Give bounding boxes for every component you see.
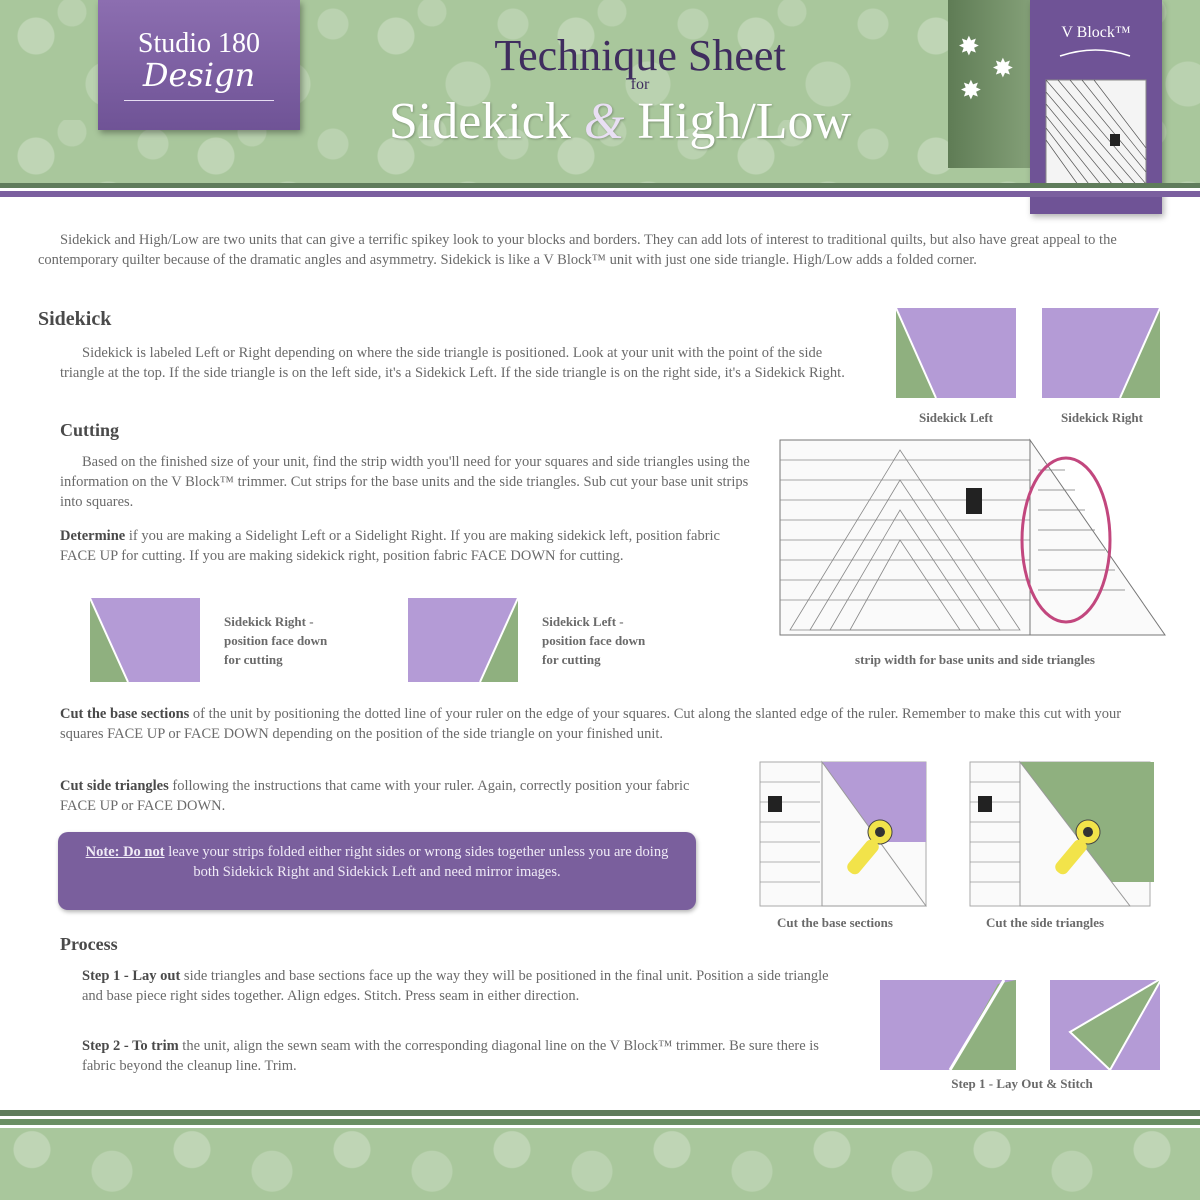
page-title: Technique Sheet [494, 31, 786, 80]
cutting-paragraph: Based on the finished size of your unit, find the strip width you'll need for your squares and side triangles using the information on the V Block™ trimmer. Cut strips for the base units and the side triangles. Sub cut your base unit strips into squares. [60, 454, 750, 510]
green-star-banner [948, 0, 1036, 168]
title-sidekick: Sidekick [388, 93, 571, 150]
footer-banner [0, 1128, 1200, 1200]
vblock-banner [1030, 0, 1162, 214]
step1-text: side triangles and base sections face up the way they will be positioned in the final unit. Position a side triangle and base piece right sides together. Align edges. Stitch. Press seam in either direction. [82, 968, 829, 1004]
logo-rule [124, 100, 274, 101]
step1-layout-illustration [880, 980, 1016, 1070]
star-icon: ✸ [958, 32, 980, 62]
star-icon: ✸ [960, 76, 982, 106]
sidekick-right-cut-illustration [90, 598, 200, 682]
example2-line1: Sidekick Left - [542, 614, 624, 629]
sidekick-left-illustration [896, 308, 1016, 398]
step1-lead: Step 1 - Lay out [82, 968, 181, 984]
example-sidekick-left-label [542, 612, 712, 669]
step1-paragraph [82, 966, 842, 1006]
section-heading-process: Process [60, 934, 118, 954]
header-stripe [0, 191, 1200, 197]
studio-180-logo [98, 0, 300, 130]
caption-cut-side: Cut the side triangles [985, 915, 1105, 930]
sidekick-left-cut-illustration [408, 598, 518, 682]
cut-side-paragraph [60, 776, 700, 816]
step1-stitch-illustration [1050, 978, 1164, 1070]
footer-stripe [0, 1119, 1200, 1125]
cut-side-text: following the instructions that came with your ruler. Again, correctly position your fabric FACE UP or FACE DOWN. [60, 778, 690, 814]
example1-line2: position face down [224, 633, 328, 648]
vblock-label: V Block™ [1061, 24, 1131, 41]
cut-side-lead: Cut side triangles [60, 778, 169, 794]
star-icon: ✸ [992, 54, 1014, 84]
caption-sidekick-right: Sidekick Right [1061, 410, 1143, 425]
cut-base-text: of the unit by positioning the dotted line of your ruler on the edge of your squares. Cut along the slanted edge of the ruler. Remember to make this cut with your squares FACE UP or FACE DOWN depending on the position of the side triangle on your finished unit. [60, 706, 1122, 742]
caption-cut-base: Cut the base sections [777, 915, 893, 930]
logo-line1: Studio 180 [137, 28, 261, 59]
note-callout [58, 832, 696, 910]
note-text [78, 842, 676, 882]
cut-side-triangles-illustration [970, 762, 1160, 906]
step2-text: the unit, align the sewn seam with the corresponding diagonal line on the V Block™ trimmer. Be sure there is fabric beyond the cleanup line. Trim. [82, 1038, 819, 1074]
vblock-ruler-illustration [1030, 0, 1162, 214]
example1-line1: Sidekick Right - [224, 614, 314, 629]
section-heading-sidekick: Sidekick [38, 308, 112, 330]
title-for: for [630, 76, 650, 93]
caption-sidekick-left: Sidekick Left [918, 410, 994, 425]
cut-base-paragraph [60, 704, 1140, 744]
title-highlow: High/Low [637, 93, 852, 150]
step2-lead: Step 2 - To trim [82, 1038, 179, 1054]
cut-base-lead: Cut the base sections [60, 706, 190, 722]
intro-paragraph: Sidekick and High/Low are two units that can give a terrific spikey look to your blocks and borders. They can add lots of interest to traditional quilts, but also have great appeal to the contemporary quilter because of the dramatic angles and asymmetry. Sidekick is like a V Block™ unit with just one side triangle. High/Low adds a folded corner. [38, 232, 1117, 268]
determine-lead: Determine [60, 528, 126, 544]
page-subtitle [300, 92, 940, 151]
note-lead: Note: Do not [85, 844, 165, 860]
vblock-ruler-strip-width-illustration [780, 440, 1170, 640]
example-sidekick-right-label [224, 612, 394, 669]
example1-line3: for cutting [224, 652, 283, 667]
logo-line2: Design [142, 56, 256, 94]
caption-step1: Step 1 - Lay Out & Stitch [951, 1076, 1093, 1091]
section-heading-cutting: Cutting [60, 420, 120, 440]
title-ampersand: & [583, 93, 625, 150]
caption-ruler-strip-width: strip width for base units and side triangles [855, 652, 1095, 667]
example2-line2: position face down [542, 633, 646, 648]
example2-line3: for cutting [542, 652, 601, 667]
step2-paragraph [82, 1036, 842, 1076]
cut-base-sections-illustration [760, 762, 930, 906]
determine-paragraph [60, 526, 750, 566]
determine-text: if you are making a Sidelight Left or a Sidelight Right. If you are making sidekick left, position fabric FACE UP for cutting. If you are making sidekick right, position fabric FACE DOWN for cutting. [60, 528, 720, 564]
sidekick-right-illustration [1042, 308, 1160, 398]
sidekick-paragraph: Sidekick is labeled Left or Right depending on where the side triangle is positioned. Look at your unit with the point of the side triangle at the top. If the side triangle is on the left side, it's a Sidekick Left. If the side triangle is on the right side, it's a Sidekick Right. [60, 345, 845, 381]
note-body: leave your strips folded either right sides or wrong sides together unless you are doing both Sidekick Right and Sidekick Left and need mirror images. [164, 844, 669, 880]
